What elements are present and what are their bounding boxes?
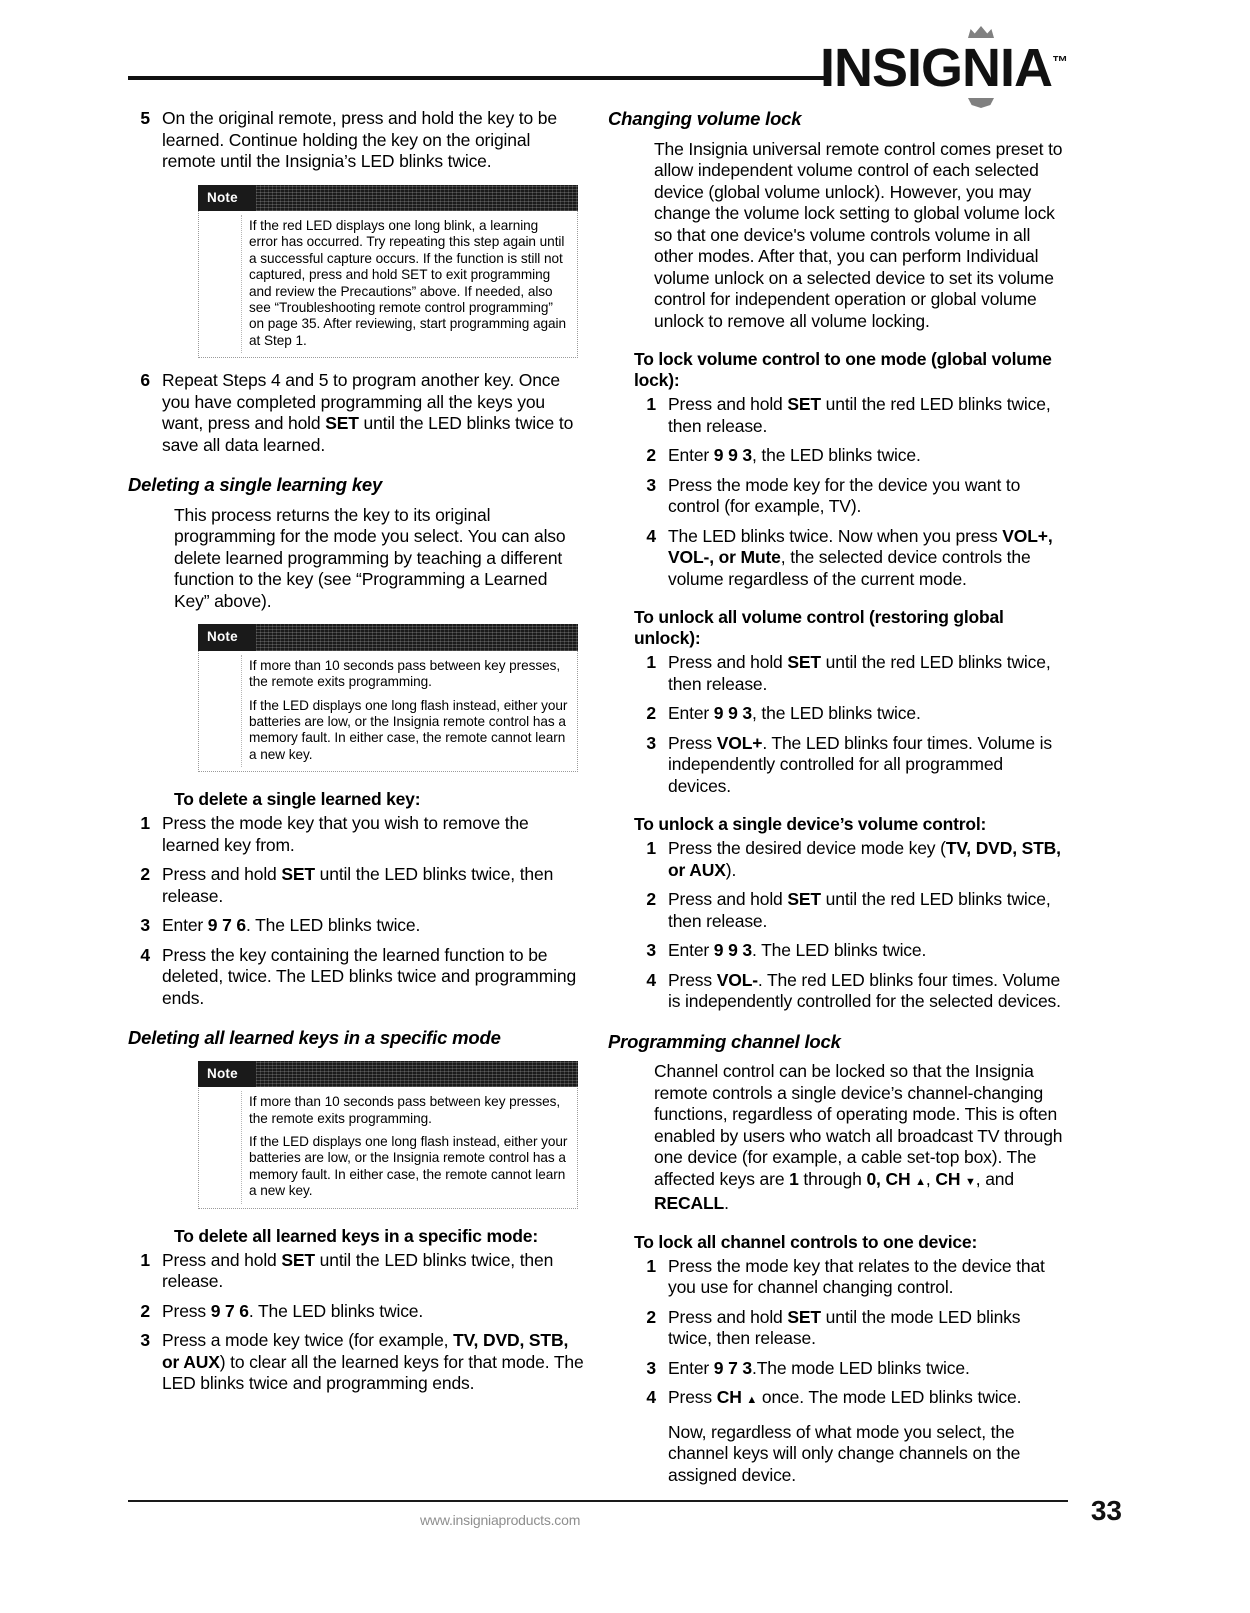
step-text-bold: SET [281, 864, 315, 885]
step-number: 3 [646, 940, 656, 960]
page-header [128, 34, 1068, 98]
step-number: 1 [646, 652, 656, 672]
step-text-a: Press [668, 969, 717, 990]
step-number: 3 [140, 1330, 150, 1351]
step-text-bold: TV, DVD, STB, or AUX [668, 838, 1061, 880]
step-number: 4 [646, 1387, 656, 1407]
step-number: 2 [140, 1300, 150, 1321]
delete-all-step [128, 1250, 586, 1293]
channel-lock-step [608, 1358, 1066, 1380]
step-number: 2 [140, 864, 150, 885]
step-text-a: Press a mode key twice (for example, [162, 1330, 454, 1351]
step-text-bold: 9 7 6 [207, 915, 246, 936]
step-text-a: Press [162, 1300, 211, 1321]
step-text-a: Repeat Steps 4 and 5 to program another key. Once you have completed programming all the keys you want, press and hold [162, 370, 560, 434]
global-unlock-step [608, 703, 1066, 725]
channel-lock-step [608, 1307, 1066, 1350]
step-text-bold: CH [716, 1387, 742, 1407]
note-body [199, 1087, 577, 1207]
delete-single-step [128, 864, 586, 907]
step-6 [128, 370, 586, 456]
step-text-a: Enter [162, 915, 208, 936]
channel-up-arrow-icon [746, 1387, 757, 1407]
step-text-bold: SET [787, 1306, 821, 1327]
step-number: 4 [140, 944, 150, 965]
step-text-c: once. The mode LED blinks twice. [757, 1387, 1022, 1407]
note-label: Note [198, 185, 578, 212]
step-text-c: until the red LED blinks twice, then release. [668, 889, 1051, 931]
step-text-a: The LED blinks twice. Now when you press [668, 525, 1003, 546]
step-text-c: ). [725, 859, 737, 880]
step-text-a: Press [668, 1387, 717, 1407]
step-number: 2 [646, 889, 656, 909]
note-label: Note [198, 1061, 578, 1088]
step-text-a: Enter [668, 445, 714, 465]
step-text-bold: SET [281, 1249, 315, 1270]
page-number: 33 [1090, 1495, 1122, 1526]
single-unlock-step [608, 838, 1066, 881]
step-text-c: , the selected device controls the volume regardless of the current mode. [668, 547, 1031, 589]
delete-single-step [128, 813, 586, 856]
step-text-c: ) to clear all the learned keys for that mode. The LED blinks twice and programming ends. [162, 1351, 584, 1394]
channel-lock-end: . [724, 1193, 729, 1213]
step-number: 4 [646, 969, 656, 990]
step-text-a: Enter [668, 703, 714, 723]
heading-changing-volume-lock: Changing volume lock [608, 108, 802, 129]
channel-lock-step [608, 1256, 1066, 1299]
step-number: 3 [140, 915, 150, 936]
step-text-c: . The LED blinks twice. [245, 915, 421, 936]
step-text-c: . The LED blinks twice. [248, 1300, 424, 1321]
step-text-a: Press the mode key for the device you want to control (for example, TV). [668, 474, 1021, 516]
global-lock-step [608, 445, 1066, 467]
step-number: 3 [646, 1357, 656, 1378]
step-text-a: Press the desired device mode key ( [668, 838, 946, 858]
channel-up-arrow-icon [915, 1169, 926, 1189]
step-text-bold: 9 9 3 [713, 703, 752, 723]
step-text-a: Press and hold [668, 889, 788, 909]
volume-lock-paragraph: The Insignia universal remote control comes preset to allow independent volume control of each selected device (global volume unlock). However, you may change the volume lock setting to global volume lock so that one device's volume controls volume in all other modes. After that, you can perform Individual volume unlock on a selected device to set its volume control for independent operation or global volume unlock to remove all volume locking. [654, 138, 1063, 331]
heading-deleting-single-learning-key: Deleting a single learning key [128, 474, 383, 496]
step-number: 1 [646, 1255, 656, 1276]
subheading-global-volume-unlock: To unlock all volume control (restoring global unlock): [634, 607, 1004, 648]
subheading-single-device-volume-unlock: To unlock a single device’s volume control: [634, 814, 987, 834]
step-text-c: , the LED blinks twice. [751, 445, 921, 465]
global-lock-step [608, 394, 1066, 437]
trademark-mark: ™ [1052, 54, 1068, 71]
step-text-c: . The LED blinks four times. Volume is independently controlled for all programmed devices. [668, 732, 1052, 796]
single-unlock-step [608, 889, 1066, 932]
deleting-single-paragraph: This process returns the key to its original programming for the mode you select. You can also delete learned programming by teaching a different function to the key (see “Programming a Learned Key” above). [174, 504, 566, 611]
step-text-a: Press and hold [162, 1249, 282, 1270]
crown-icon: N [962, 39, 1000, 97]
global-lock-step [608, 526, 1066, 591]
step-text-bold: TV, DVD, STB, or AUX [162, 1330, 569, 1372]
step-text-c: until the red LED blinks twice, then release. [668, 652, 1051, 694]
channel-lock-paragraph [654, 1061, 1066, 1215]
step-number: 1 [140, 813, 150, 834]
step-text-c: until the LED blinks twice, then release. [162, 864, 554, 906]
step-number: 3 [646, 474, 656, 495]
key-0-ch-up: 0, CH [866, 1168, 911, 1189]
note-paragraph: If the LED displays one long flash instead, either your batteries are low, or the Insignia remote control has a memory fault. In either case, the remote cannot learn a new key. [249, 697, 568, 762]
global-unlock-step [608, 733, 1066, 798]
note-paragraph: If more than 10 seconds pass between key presses, the remote exits programming. [249, 657, 561, 690]
note-paragraph: If the LED displays one long flash instead, either your batteries are low, or the Insignia remote control has a memory fault. In either case, the remote cannot learn a new key. [249, 1134, 568, 1199]
step-text: On the original remote, press and hold the key to be learned. Continue holding the key on the original remote until the Insignia’s LED blinks twice. [162, 108, 557, 171]
step-text-bold: VOL- [716, 969, 758, 990]
note-body [199, 211, 577, 357]
step-number: 1 [646, 838, 656, 858]
step-text-c: , the LED blinks twice. [751, 703, 921, 723]
step-text-a: Press and hold [668, 652, 788, 672]
global-lock-step [608, 475, 1066, 518]
note-label: Note [198, 624, 578, 651]
subheading-delete-single-learned-key: To delete a single learned key: [174, 789, 421, 810]
subheading-lock-all-channel-controls: To lock all channel controls to one device: [634, 1231, 978, 1252]
single-unlock-step [608, 940, 1066, 962]
key-recall: RECALL [654, 1193, 725, 1213]
step-number: 6 [140, 370, 150, 391]
step-text-a: Press the key containing the learned function to be deleted, twice. The LED blinks twice and programming ends. [162, 944, 577, 1008]
right-column [608, 108, 1066, 1494]
step-number: 2 [646, 1306, 656, 1327]
subheading-global-volume-lock: To lock volume control to one mode (global volume lock): [634, 349, 1052, 390]
delete-single-step [128, 945, 586, 1010]
step-text-a: Press [668, 732, 717, 753]
step-number: 1 [646, 394, 656, 414]
heading-programming-channel-lock: Programming channel lock [608, 1030, 841, 1052]
step-number: 4 [646, 525, 656, 546]
step-text-bold: SET [325, 413, 359, 434]
step-text-bold: 9 7 6 [210, 1300, 249, 1321]
subheading-delete-all-learned-keys: To delete all learned keys in a specific mode: [174, 1225, 538, 1246]
left-column [128, 108, 586, 1403]
note-paragraph: If more than 10 seconds pass between key presses, the remote exits programming. [249, 1094, 561, 1126]
step-text-c: .The mode LED blinks twice. [751, 1357, 970, 1378]
header-rule [128, 76, 828, 80]
step-text-bold: 9 9 3 [713, 445, 752, 465]
step-text-a: Press and hold [668, 1306, 788, 1327]
note-paragraph: If the red LED displays one long blink, a learning error has occurred. Try repeating this step again until a successful capture occurs. If the function is still not captured, press and hold SET to exit programming and review the Precautions” above. If needed, also see “Troubleshooting remote control programming” on page 35. After reviewing, start programming again at Step 1. [249, 218, 567, 348]
step-5 [128, 108, 586, 173]
step-text-b: until the LED blinks twice to save all data learned. [162, 413, 574, 455]
delete-single-step [128, 915, 586, 937]
channel-down-arrow-icon [965, 1169, 976, 1189]
step-text-c: . The LED blinks twice. [751, 940, 927, 960]
key-1: 1 [789, 1168, 799, 1189]
step-text-a: Press and hold [162, 864, 282, 885]
step-number: 2 [646, 703, 656, 723]
note-body [199, 651, 577, 771]
channel-lock-closing-paragraph: Now, regardless of what mode you select, the channel keys will only change channels on the assigned device. [668, 1421, 1021, 1485]
step-number: 2 [646, 445, 656, 465]
delete-all-step [128, 1330, 586, 1395]
step-text-bold: SET [787, 394, 821, 414]
note-box-1 [198, 185, 578, 359]
step-text-a: Press the mode key that relates to the device that you use for channel changing control. [668, 1255, 1045, 1297]
step-number: 5 [140, 108, 150, 128]
note-box-3 [198, 1061, 578, 1209]
insignia-logo: INSIG N IA™ [820, 34, 1068, 97]
step-number: 3 [646, 732, 656, 753]
note-box-2 [198, 624, 578, 772]
step-text-bold: 9 7 3 [713, 1357, 752, 1378]
key-ch-down: CH [935, 1168, 961, 1189]
step-text-c: . The red LED blinks four times. Volume is independently controlled for the selected devices. [668, 969, 1061, 1011]
channel-lock-mid-1: through [798, 1168, 867, 1189]
step-text-bold: SET [787, 652, 821, 672]
channel-lock-step [608, 1387, 1066, 1412]
step-text-c: until the mode LED blinks twice, then release. [668, 1306, 1021, 1348]
single-unlock-step [608, 970, 1066, 1013]
step-text-a: Press and hold [668, 394, 788, 414]
footer-website-url: www.insigniaproducts.com [420, 1512, 581, 1528]
step-number: 1 [140, 1249, 150, 1270]
step-text-c: until the LED blinks twice, then release. [162, 1249, 554, 1292]
heading-deleting-all-learned-keys: Deleting all learned keys in a specific mode [128, 1027, 501, 1049]
step-text-c: until the red LED blinks twice, then release. [668, 394, 1051, 436]
step-text-a: Enter [668, 1357, 714, 1378]
channel-lock-mid-3: , and [975, 1168, 1014, 1189]
step-text-a: Press the mode key that you wish to remove the learned key from. [162, 813, 529, 855]
footer-rule [128, 1500, 1068, 1502]
delete-all-step [128, 1301, 586, 1323]
step-text-bold: SET [787, 889, 821, 909]
step-text-bold: VOL+ [716, 732, 763, 753]
global-unlock-step [608, 652, 1066, 695]
channel-lock-text-a: Channel control can be locked so that the Insignia remote controls a single device’s channel-changing functions, regardless of operating mode. This is often enabled by users who watch all broadcast TV through one device (for example, a cable set-top box). The affected keys are [654, 1061, 1063, 1189]
channel-lock-mid-2: , [925, 1168, 936, 1189]
step-text-bold: VOL+, VOL-, or Mute [668, 525, 1053, 567]
step-text-bold: 9 9 3 [713, 940, 752, 960]
step-text-a: Enter [668, 940, 714, 960]
